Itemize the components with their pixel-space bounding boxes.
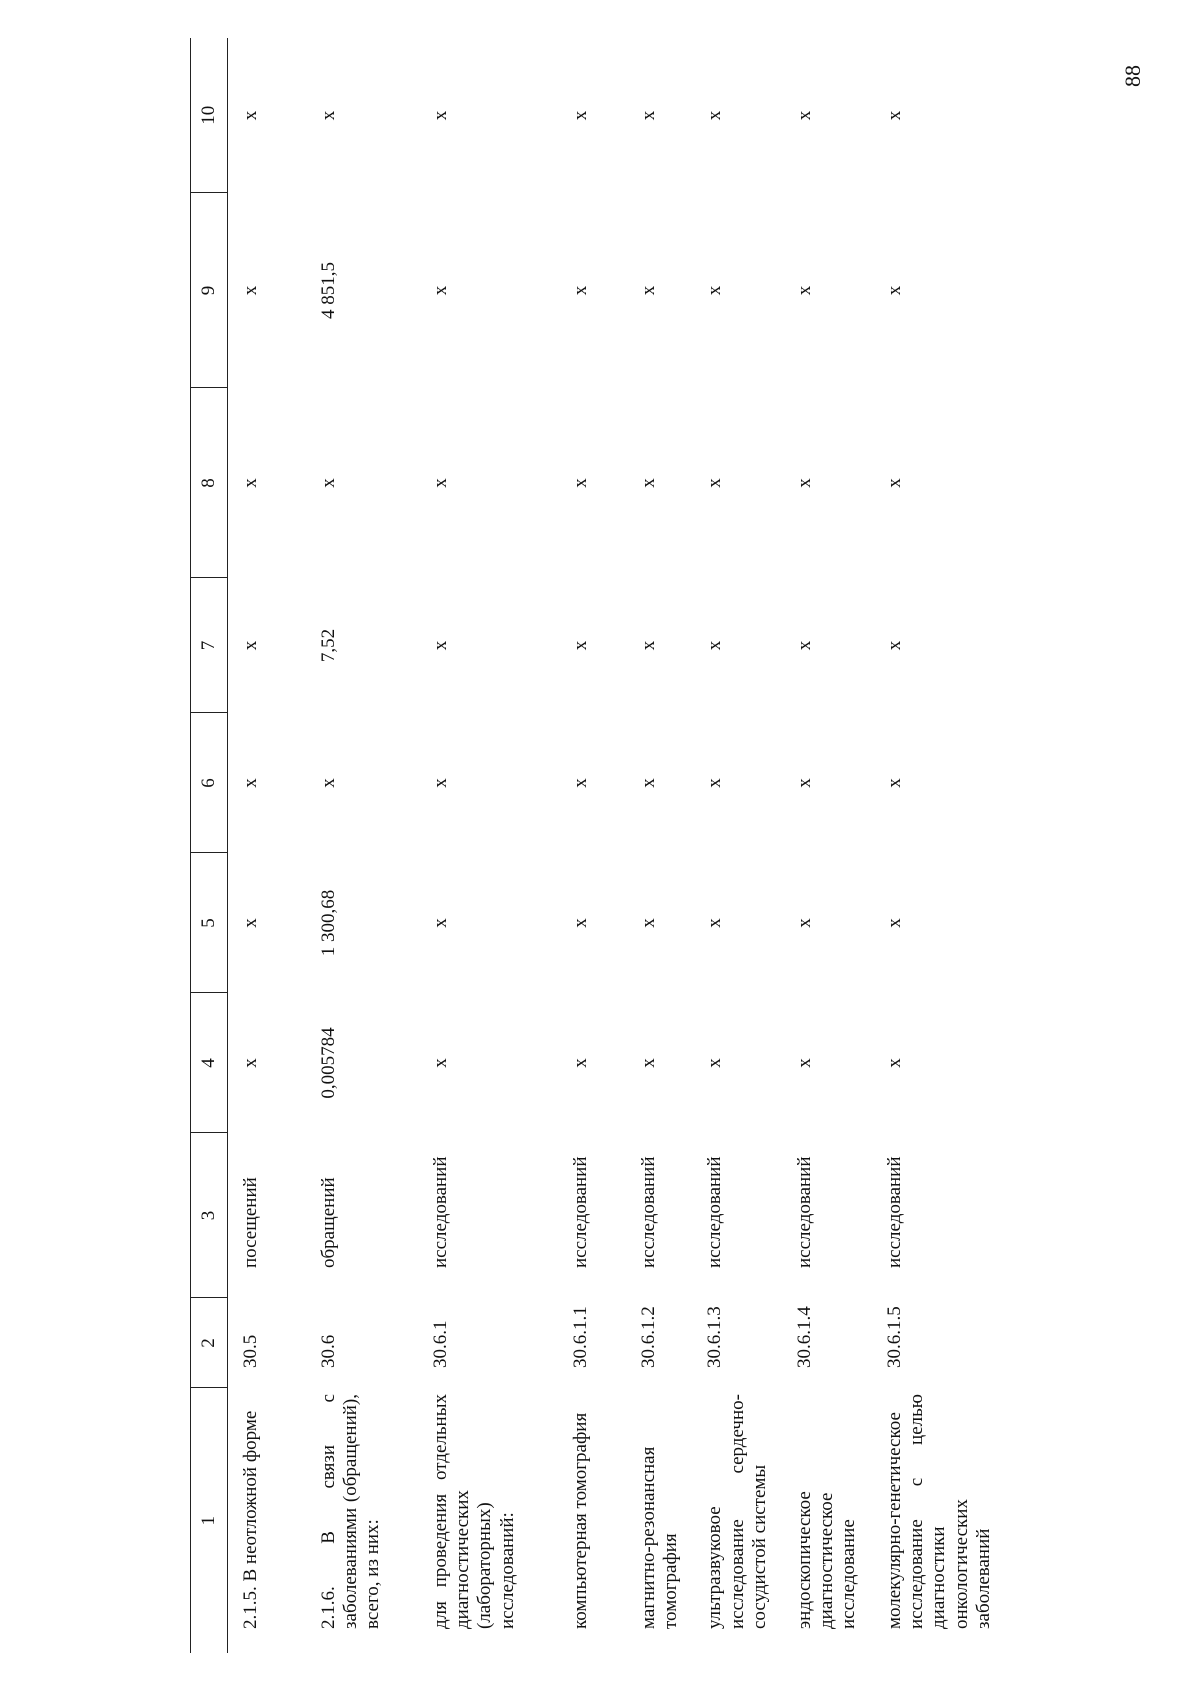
cell-col-8: x bbox=[429, 478, 451, 488]
cell-col-7: x bbox=[883, 640, 905, 651]
cell-col-10: x bbox=[569, 110, 591, 121]
row-name: 2.1.5. В неотложной форме bbox=[240, 1410, 261, 1629]
row-code: 30.6.1 bbox=[429, 1320, 451, 1368]
row-name: для проведения отдельных диагностических (лабораторных) исследований: bbox=[429, 1394, 518, 1629]
cell-col-10: x bbox=[429, 110, 451, 121]
row-name: магнитно-резонансная томография bbox=[637, 1446, 681, 1629]
column-header-1: 1 bbox=[191, 1388, 228, 1653]
cell-col-10: x bbox=[240, 110, 261, 121]
cell-col-9: x bbox=[240, 285, 261, 296]
tariff-table bbox=[190, 38, 1012, 1653]
cell-col-6: x bbox=[883, 778, 905, 788]
cell-col-7: x bbox=[704, 640, 726, 651]
cell-col-9: x bbox=[704, 285, 726, 296]
cell-col-8: x bbox=[240, 478, 261, 488]
table-row bbox=[872, 38, 1012, 1653]
table-row bbox=[626, 38, 693, 1653]
row-unit: исследований bbox=[704, 1156, 726, 1268]
cell-col-6: x bbox=[429, 778, 451, 788]
cell-col-4: x bbox=[704, 1058, 726, 1068]
column-header-6: 6 bbox=[191, 713, 228, 853]
table-body bbox=[228, 38, 1012, 1653]
cell-col-4: x bbox=[883, 1058, 905, 1068]
cell-col-9: x bbox=[793, 285, 815, 296]
cell-col-7: 7,52 bbox=[317, 628, 339, 663]
cell-col-5: x bbox=[793, 918, 815, 928]
row-unit: исследований bbox=[429, 1156, 451, 1268]
cell-col-8: x bbox=[637, 478, 659, 488]
cell-col-7: x bbox=[429, 640, 451, 651]
cell-col-4: 0,005784 bbox=[317, 1027, 339, 1099]
row-code: 30.6.1.2 bbox=[637, 1306, 659, 1368]
column-header-4: 4 bbox=[191, 993, 228, 1133]
cell-col-5: x bbox=[569, 918, 591, 928]
row-name: компьютерная томография bbox=[569, 1412, 591, 1629]
cell-col-10: x bbox=[793, 110, 815, 121]
column-header-10: 10 bbox=[191, 38, 228, 193]
cell-col-6: x bbox=[317, 778, 339, 788]
rotated-table-container bbox=[190, 38, 1050, 1653]
cell-col-8: x bbox=[569, 478, 591, 488]
row-code: 30.6 bbox=[317, 1334, 339, 1368]
row-code: 30.6.1.5 bbox=[883, 1306, 905, 1368]
cell-col-6: x bbox=[240, 778, 261, 788]
table-row bbox=[692, 38, 781, 1653]
row-code: 30.6.1.1 bbox=[569, 1306, 591, 1368]
cell-col-7: x bbox=[793, 640, 815, 651]
column-header-5: 5 bbox=[191, 853, 228, 993]
cell-col-5: x bbox=[704, 918, 726, 928]
cell-col-4: x bbox=[793, 1058, 815, 1068]
cell-col-6: x bbox=[704, 778, 726, 788]
cell-col-4: x bbox=[240, 1058, 261, 1068]
cell-col-7: x bbox=[569, 640, 591, 651]
row-unit: исследований bbox=[793, 1156, 815, 1268]
page-number: 88 bbox=[1120, 65, 1145, 87]
cell-col-10: x bbox=[704, 110, 726, 121]
header-row bbox=[191, 38, 228, 1653]
cell-col-9: x bbox=[637, 285, 659, 296]
cell-col-9: 4 851,5 bbox=[317, 262, 339, 319]
table-row bbox=[558, 38, 626, 1653]
cell-col-7: x bbox=[240, 640, 261, 651]
table-row bbox=[418, 38, 558, 1653]
column-header-8: 8 bbox=[191, 388, 228, 578]
cell-col-5: x bbox=[429, 918, 451, 928]
row-unit: исследований bbox=[569, 1156, 591, 1268]
cell-col-5: 1 300,68 bbox=[317, 889, 339, 957]
row-code: 30.6.1.4 bbox=[793, 1306, 815, 1368]
cell-col-4: x bbox=[569, 1058, 591, 1068]
row-name: ультразвуковое исследование сердечно-сосудистой системы bbox=[704, 1394, 771, 1629]
cell-col-4: x bbox=[637, 1058, 659, 1068]
cell-col-5: x bbox=[637, 918, 659, 928]
cell-col-10: x bbox=[883, 110, 905, 121]
cell-col-6: x bbox=[569, 778, 591, 788]
table-row bbox=[306, 38, 418, 1653]
cell-col-10: x bbox=[317, 110, 339, 121]
cell-col-8: x bbox=[317, 478, 339, 488]
row-code: 30.6.1.3 bbox=[704, 1306, 726, 1368]
cell-col-6: x bbox=[793, 778, 815, 788]
row-code: 30.5 bbox=[240, 1334, 261, 1368]
row-unit: исследований bbox=[883, 1156, 905, 1268]
row-unit: обращений bbox=[317, 1177, 339, 1268]
column-header-3: 3 bbox=[191, 1133, 228, 1298]
cell-col-9: x bbox=[883, 285, 905, 296]
row-unit: посещений bbox=[240, 1177, 261, 1268]
cell-col-6: x bbox=[637, 778, 659, 788]
column-header-9: 9 bbox=[191, 193, 228, 388]
row-name: 2.1.6. В связи с заболеваниями (обращений), всего, из них: bbox=[317, 1394, 384, 1629]
cell-col-8: x bbox=[704, 478, 726, 488]
table-header bbox=[191, 38, 228, 1653]
row-name: молекулярно-генетическое исследование с целью диагностики онкологических заболеваний bbox=[883, 1394, 995, 1629]
cell-col-8: x bbox=[883, 478, 905, 488]
cell-col-9: x bbox=[429, 285, 451, 296]
column-header-7: 7 bbox=[191, 578, 228, 713]
table-row bbox=[782, 38, 872, 1653]
cell-col-5: x bbox=[883, 918, 905, 928]
row-name: эндоскопическое диагностическое исследование bbox=[793, 1491, 860, 1629]
cell-col-8: x bbox=[793, 478, 815, 488]
cell-col-5: x bbox=[240, 918, 261, 928]
table-row bbox=[228, 38, 306, 1653]
column-header-2: 2 bbox=[191, 1298, 228, 1388]
cell-col-4: x bbox=[429, 1058, 451, 1068]
row-unit: исследований bbox=[637, 1156, 659, 1268]
cell-col-7: x bbox=[637, 640, 659, 651]
cell-col-9: x bbox=[569, 285, 591, 296]
cell-col-10: x bbox=[637, 110, 659, 121]
